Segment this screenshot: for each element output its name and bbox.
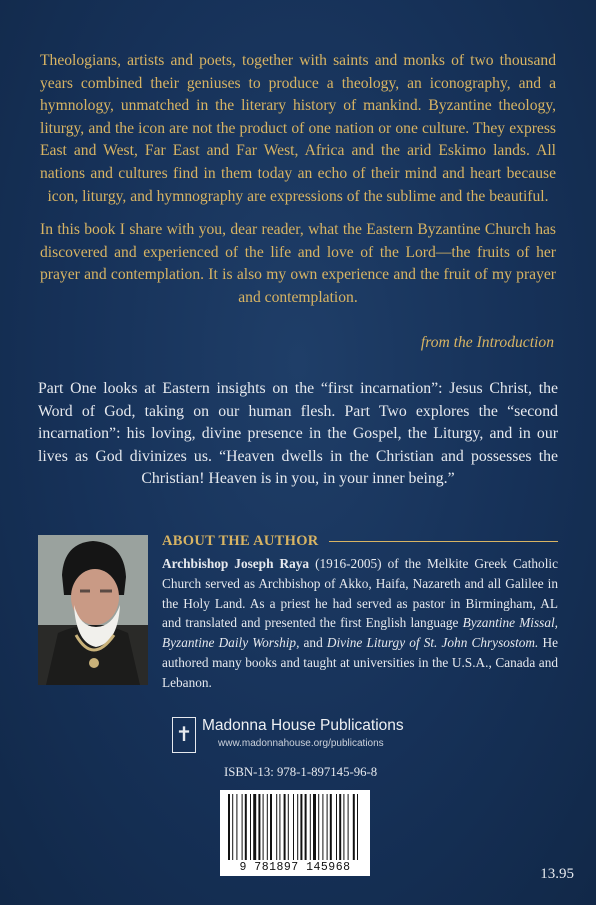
bio-part-1: (1916-2005) of the Melkite Greek Catholic Church served as Archbishop of Akko, Haifa, Nazareth and all Galilee in the Holy Land. As a priest he had served as pastor in Birmingham, AL and translated and presented the first English language [162,556,558,631]
author-name: Archbishop Joseph Raya [162,556,310,571]
bio-and: and [299,635,327,651]
publisher-block [172,717,404,753]
author-portrait-icon [38,535,148,685]
quote-attribution: from the Introduction [420,334,554,351]
book-title-1: Byzantine Missal, Byzantine Daily Worship, [162,615,558,651]
publisher-url: www.madonnahouse.org/publications [218,738,384,749]
about-author-heading-row [162,533,558,550]
quote-paragraph-2: In this book I share with you, dear reader, what the Eastern Byzantine Church has discovered and experienced of the life and love of the Lord—the fruits of her prayer and contemplation. It is also my own experience and the fruit of my prayer and contemplation. [40,221,556,306]
bio-part-2: He authored many books and taught at universities in the U.S.A., Canada and Lebanon. [162,635,558,690]
about-author-heading: ABOUT THE AUTHOR [162,533,319,549]
author-photo [38,535,148,685]
barcode [220,790,370,876]
book-title-2: Divine Liturgy of St. John Chrysostom. [326,635,539,651]
book-summary: Part One looks at Eastern insights on the “first incarnation”: Jesus Christ, the Word of God, taking on our human flesh. Part Two explores the “second incarnation”: his loving, divine presence in the Gospel, the Liturgy, and in our lives as God divinizes us. “Heaven dwells in the Christian and possesses the Christian! Heaven is in you, in your inner being.” [38,380,558,488]
price: 13.95 [540,866,574,882]
barcode-number: 9 781897 145968 [239,861,351,874]
quote-paragraph-1: Theologians, artists and poets, together with saints and monks of two thousand years combined their geniuses to produce a theology, an iconography, and a hymnology, unmatched in the literary history of mankind. Byzantine theology, liturgy, and the icon are not the product of one nation or one culture. They express East and West, Far East and Far West, Africa and the arid Eskimo lands. All nations and cultures find in them today an echo of their mind and heart because icon, liturgy, and hymnography are expressions of the sublime and the beautiful. [40,52,556,205]
author-bio [162,554,558,693]
madonna-logo-icon: ✝ [172,717,196,753]
publisher-name: Madonna House Publications [202,717,404,734]
heading-rule [329,541,558,542]
isbn-text: ISBN-13: 978-1-897145-96-8 [224,765,378,779]
introduction-quote [40,50,556,310]
